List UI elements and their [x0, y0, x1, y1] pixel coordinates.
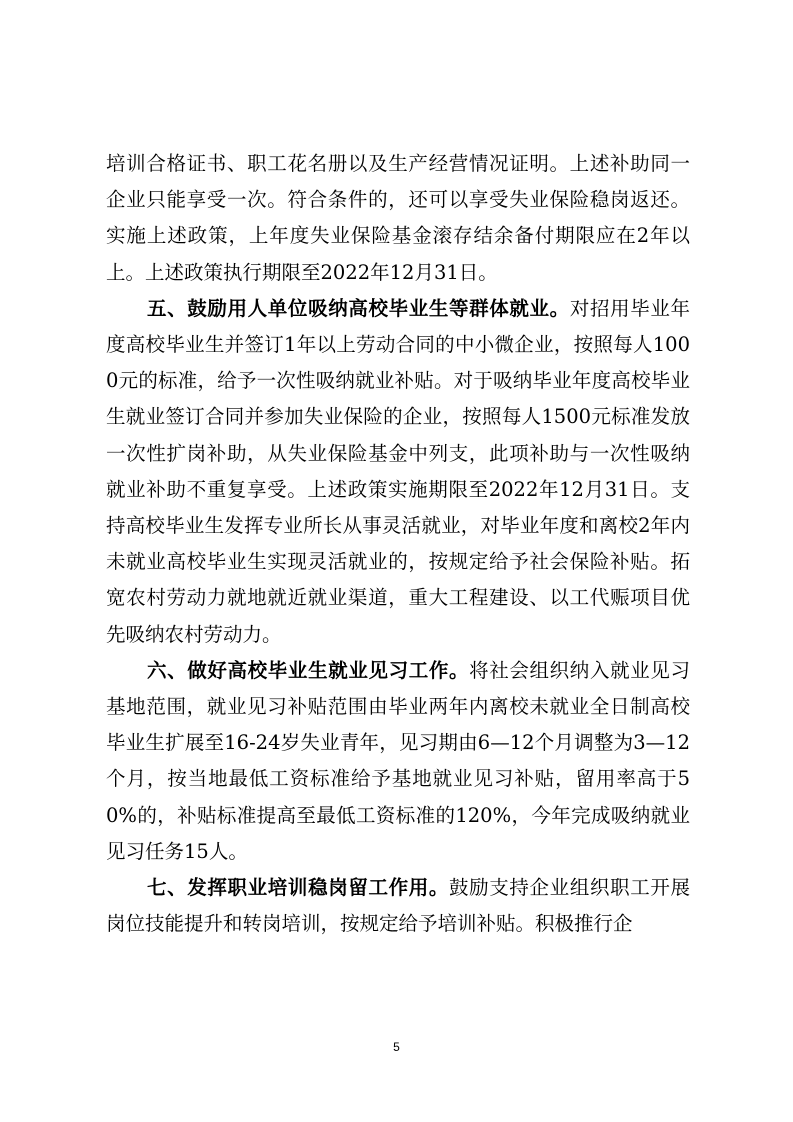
paragraph-section-6 [106, 653, 690, 870]
section-7-text: 鼓励支持企业组织职工开展岗位技能提升和转岗培训，按规定给予培训补贴。积极推行企 [106, 876, 690, 936]
document-body [106, 146, 690, 942]
section-6-text: 将社会组织纳入就业见习基地范围，就业见习补贴范围由毕业两年内离校未就业全日制高校毕业生扩展至16-24岁失业青年，见习期由6—12个月调整为3—12个月，按当地最低工资标准给予基地就业见习补贴，留用率高于50%的，补贴标准提高至最低工资标准的120%，今年完成吸纳就业见习任务15人。 [106, 658, 690, 863]
paragraph-1-text: 培训合格证书、职工花名册以及生产经营情况证明。上述补助同一企业只能享受一次。符合条件的，还可以享受失业保险稳岗返还。实施上述政策，上年度失业保险基金滚存结余备付期限应在2年以上。上述政策执行期限至2022年12月31日。 [106, 152, 690, 284]
paragraph-section-7 [106, 870, 690, 942]
page-number: 5 [393, 1040, 400, 1054]
paragraph-section-5 [106, 291, 690, 653]
paragraph-1-continuation [106, 146, 690, 291]
section-5-heading: 五、鼓励用人单位吸纳高校毕业生等群体就业。 [147, 296, 570, 320]
section-6-heading: 六、做好高校毕业生就业见习工作。 [147, 658, 470, 682]
section-7-heading: 七、发挥职业培训稳岗留工作用。 [147, 876, 450, 900]
section-5-text: 对招用毕业年度高校毕业生并签订1年以上劳动合同的中小微企业，按照每人1000元的标准，给予一次性吸纳就业补贴。对于吸纳毕业年度高校毕业生就业签订合同并参加失业保险的企业，按照每人1500元标准发放一次性扩岗补助，从失业保险基金中列支，此项补助与一次性吸纳就业补助不重复享受。上述政策实施期限至2022年12月31日。支持高校毕业生发挥专业所长从事灵活就业，对毕业年度和离校2年内未就业高校毕业生实现灵活就业的，按规定给予社会保险补贴。拓宽农村劳动力就地就近就业渠道，重大工程建设、以工代赈项目优先吸纳农村劳动力。 [106, 296, 690, 646]
